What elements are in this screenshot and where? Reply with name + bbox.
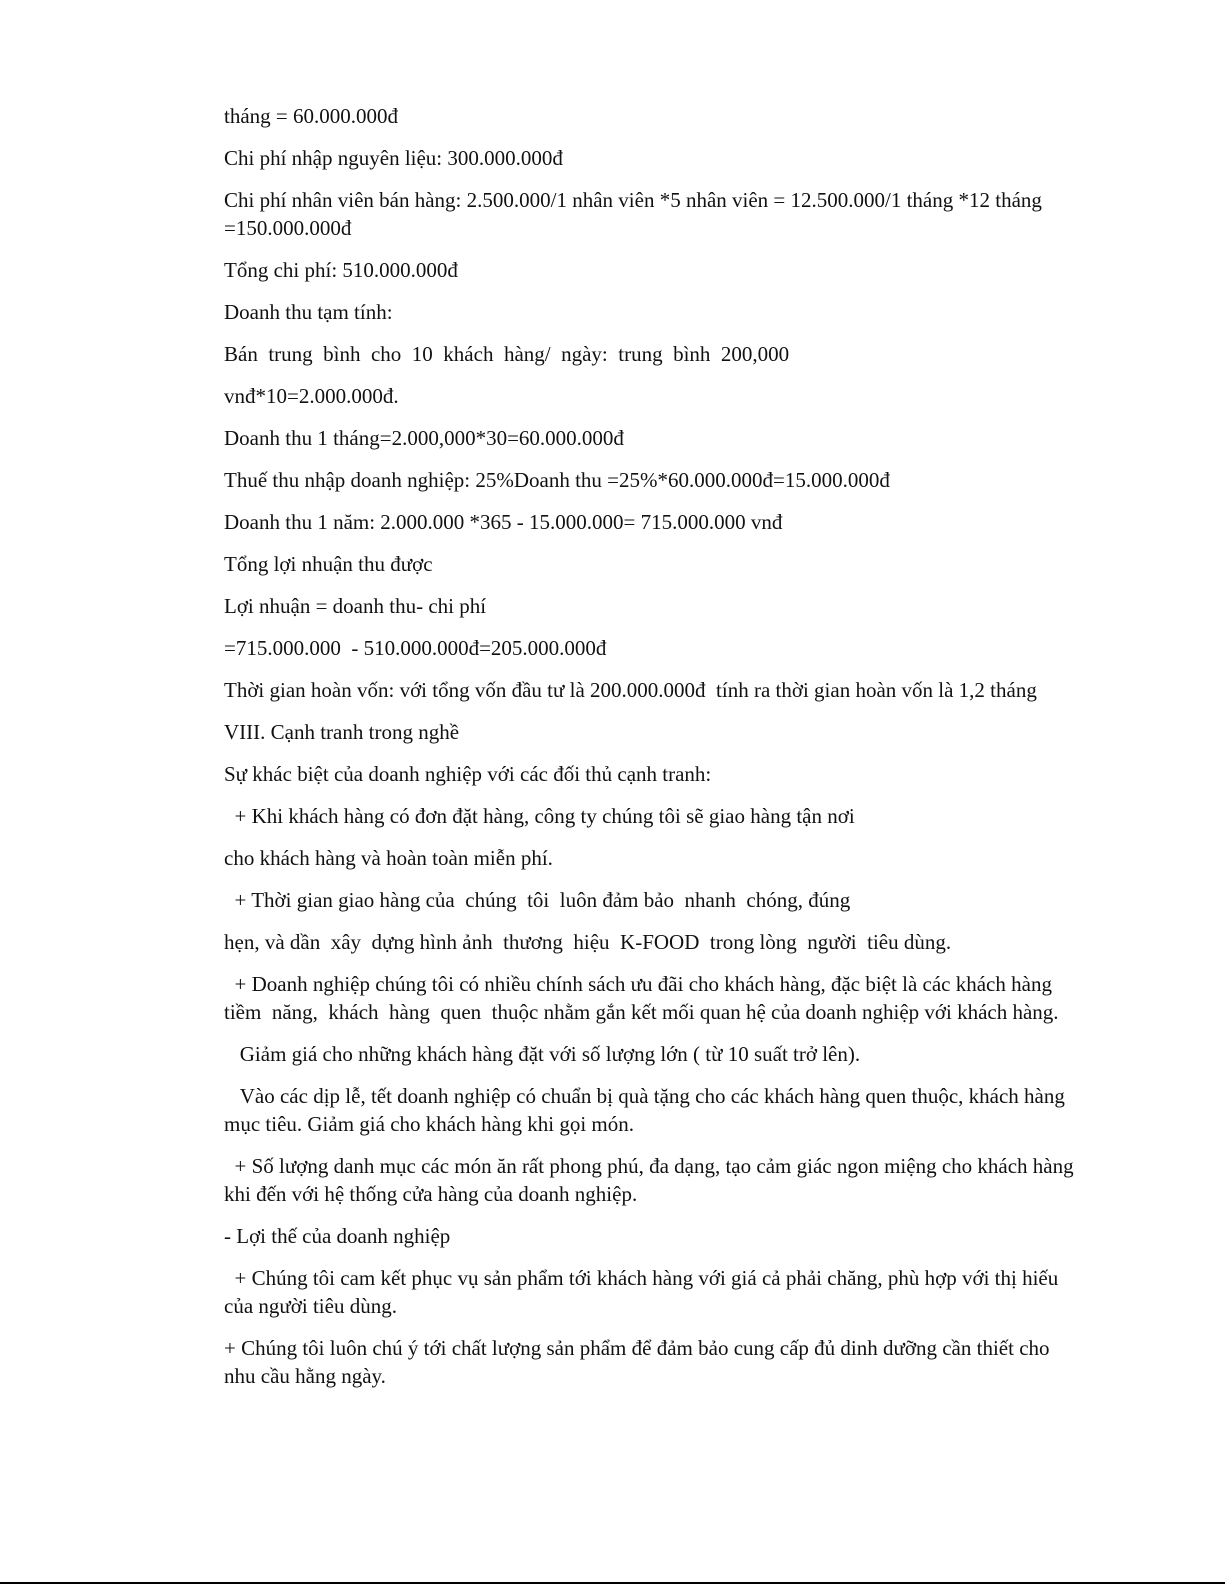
- page-bottom-divider: [0, 1582, 1225, 1584]
- paragraph-affordable-price: + Chúng tôi cam kết phục vụ sản phẩm tới khách hàng với giá cả phải chăng, phù hợp với thị hiếu của người tiêu dùng.: [224, 1266, 1064, 1318]
- paragraph-total-cost: Tổng chi phí: 510.000.000đ: [224, 258, 458, 282]
- paragraph-monthly-revenue: Doanh thu 1 tháng=2.000,000*30=60.000.000đ: [224, 426, 624, 450]
- paragraph-differences-heading: Sự khác biệt của doanh nghiệp với các đối thủ cạnh tranh:: [224, 762, 712, 786]
- paragraph-yearly-revenue: Doanh thu 1 năm: 2.000.000 *365 - 15.000.000= 715.000.000 vnđ: [224, 510, 783, 534]
- paragraph-bulk-discount: Giảm giá cho những khách hàng đặt với số lượng lớn ( từ 10 suất trở lên).: [224, 1042, 861, 1066]
- paragraph-corporate-tax: Thuế thu nhập doanh nghiệp: 25%Doanh thu =25%*60.000.000đ=15.000.000đ: [224, 468, 890, 492]
- section-heading-competition: VIII. Cạnh tranh trong nghề: [224, 720, 460, 744]
- paragraph-delivery-time-cont: hẹn, và dần xây dựng hình ảnh thương hiệu K-FOOD trong lòng người tiêu dùng.: [224, 930, 952, 954]
- paragraph-delivery-point-1: + Khi khách hàng có đơn đặt hàng, công ty chúng tôi sẽ giao hàng tận nơi: [224, 804, 855, 828]
- paragraph-monthly-cost: tháng = 60.000.000đ: [224, 104, 398, 128]
- paragraph-revenue-heading: Doanh thu tạm tính:: [224, 300, 393, 324]
- paragraph-holiday-gifts: Vào các dịp lễ, tết doanh nghiệp có chuẩn bị quà tặng cho các khách hàng quen thuộc, khách hàng mục tiêu. Giảm giá cho khách hàng khi gọi món.: [224, 1084, 1071, 1136]
- paragraph-menu-variety: + Số lượng danh mục các món ăn rất phong phú, đa dạng, tạo cảm giác ngon miệng cho khách hàng khi đến với hệ thống cửa hàng của doanh nghiệp.: [224, 1154, 1079, 1206]
- paragraph-staff-cost: Chi phí nhân viên bán hàng: 2.500.000/1 nhân viên *5 nhân viên = 12.500.000/1 tháng *12 tháng =150.000.000đ: [224, 188, 1048, 240]
- paragraph-payback-period: Thời gian hoàn vốn: với tổng vốn đầu tư là 200.000.000đ tính ra thời gian hoàn vốn là 1,2 tháng: [224, 678, 1037, 702]
- paragraph-advantages-heading: - Lợi thế của doanh nghiệp: [224, 1224, 451, 1248]
- paragraph-daily-sales: Bán trung bình cho 10 khách hàng/ ngày: trung bình 200,000: [224, 342, 790, 366]
- document-page: [224, 102, 1084, 1404]
- paragraph-incentive-policy: + Doanh nghiệp chúng tôi có nhiều chính sách ưu đãi cho khách hàng, đặc biệt là các khách hàng tiềm năng, khách hàng quen thuộc nhằm gắn kết mối quan hệ của doanh nghiệp với khách hàng.: [224, 972, 1059, 1024]
- paragraph-product-quality: + Chúng tôi luôn chú ý tới chất lượng sản phẩm để đảm bảo cung cấp đủ dinh dưỡng cần thiết cho nhu cầu hằng ngày.: [224, 1336, 1055, 1388]
- paragraph-delivery-time-point: + Thời gian giao hàng của chúng tôi luôn đảm bảo nhanh chóng, đúng: [224, 888, 851, 912]
- paragraph-profit-value: =715.000.000 - 510.000.000đ=205.000.000đ: [224, 636, 607, 660]
- paragraph-delivery-point-1-cont: cho khách hàng và hoàn toàn miễn phí.: [224, 846, 553, 870]
- paragraph-daily-sales-total: vnđ*10=2.000.000đ.: [224, 384, 399, 408]
- paragraph-material-cost: Chi phí nhập nguyên liệu: 300.000.000đ: [224, 146, 563, 170]
- paragraph-total-profit-heading: Tổng lợi nhuận thu được: [224, 552, 433, 576]
- paragraph-profit-formula: Lợi nhuận = doanh thu- chi phí: [224, 594, 487, 618]
